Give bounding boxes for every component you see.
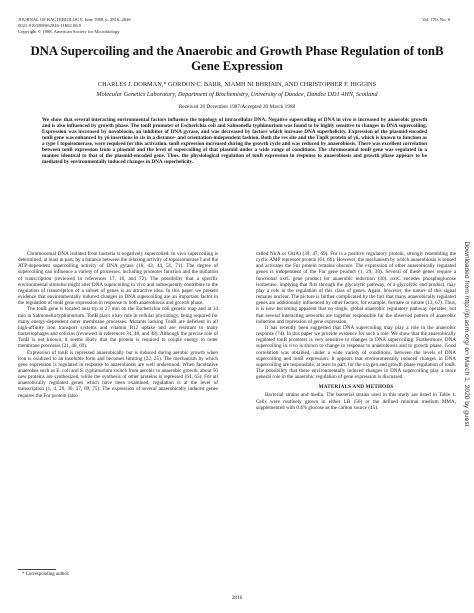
body-column-right: [256, 251, 456, 411]
volume-issue: Vol. 170, No. 6: [422, 17, 450, 22]
download-watermark-text: Downloaded from http://jb.asm.org/ on March 1, 2020 by guest: [463, 241, 470, 427]
journal-citation-line: JOURNAL OF BACTERIOLOGY, June 1988, p. 2816–2826: [18, 17, 131, 22]
running-header-left: [18, 17, 278, 35]
body-paragraph: Chromosomal DNA isolated from bacteria is negatively supercoiled. In vivo supercoiling is determined, at least in part, by a balance between the relaxing activity of topoisomerase I and the ATP-dependent supercoiling activity of DNA gyrase (16, 43, 44, 51, 71). The degree of supercoiling can influence a variety of processes, including promoter function and the initiation of transcription (reviewed in references 17, 18, and 72). The possibility that a specific environmental stimulus might alter DNA supercoiling in vivo and subsequently contribute to the regulation of transcription of a subset of genes is an attractive idea. In this paper we present evidence that environmentally induced changes in DNA supercoiling are an important factor in the regulation of tonB gene expression in response to both anaerobiosis and growth phase.: [18, 251, 218, 307]
issn-line: 0021-9193/88/062816-11$02.00/0: [18, 23, 81, 28]
page-number: 2816: [231, 595, 243, 601]
body-paragraph: called NirA or OsrA) (39, 47, 69). Fnr is a positive regulatory protein, strongly resembling the cyclic AMP repressor protein (61, 66). However, the mechanism by which anaerobiosis is sensed and activates the Fnr protein remains obscure. The expression of other anaerobically regulated genes is independent of the Fnr gene product (1, 29, 30). Several of these genes require a functional oxrC gene product for anaerobic induction (30). oxrC encodes phosphoglucose isomerase, implying that flux through the glycolytic pathway, or a glycolytic end product, may play a role in the regulation of this class of genes. Again, however, the nature of this signal remains unclear. The picture is further complicated by the fact that many anaerobically regulated genes are additionally influenced by other factors, for example, formate or nitrate (13, 67). Thus, it is now becoming apparent that no single, global anaerobic regulatory pathway operates, but that several interacting networks are together responsible for the observed pattern of anaerobic induction and repression of gene expression.: [256, 251, 456, 325]
body-column-left: [18, 251, 218, 399]
abstract: We show that several interacting environmental factors influence the topology of intracellular DNA. Negative supercoiling of DNA in vivo is increased by anaerobic growth and is also influenced by growth phase. The tonB promoter of Escherichia coli and Salmonella typhimurium was found to be highly sensitive to changes in DNA supercoiling. Expression was increased by novobiocin, an inhibitor of DNA gyrase, and was decreased by factors which increase DNA superhelicity. Expression of the plasmid-encoded tonB gene was enhanced by γδ insertions in cis in a distance- and orientation-independent fashion. Both the res site and the TnpR protein of γδ, which is known to function as a type I topoisomerase, were required for this activation. tonB expression increased during the growth cycle and was reduced by anaerobiosis. There was excellent correlation between tonB expression from a plasmid and the level of supercoiling of that plasmid under a wide range of conditions. The chromosomal tonB gene was regulated in a manner identical to that of the plasmid-encoded gene. Thus, the physiological regulation of tonB expression in response to anaerobiosis and growth phase appears to be mediated by environmentally induced changes in DNA superhelicity.: [42, 117, 427, 166]
received-dates: Received 28 December 1987/Accepted 20 March 1988: [178, 104, 296, 110]
body-paragraph: Bacterial strains and media. The bacterial strains used in this study are listed in Table 1. Cells were routinely grown in either LB (56) or the defined minimal medium MMA, supplemented with 0.4% glucose as the carbon source (45).: [256, 392, 456, 411]
article-title: DNA Supercoiling and the Anaerobic and Growth Phase Regulation of tonB Gene Expression: [30, 44, 444, 73]
body-paragraph: It has recently been suggested that DNA supercoiling may play a role in the anaerobic response (74). In this paper we provide evidence for such a role. We show that the anaerobically regulated tonB promoter is very sensitive to changes in DNA supercoiling. Furthermore, DNA supercoiling in vivo is shown to change in response to anaerobiosis and to growth phase. Good correlation was obtained, under a wide variety of conditions, between the levels of DNA supercoiling and tonB expression. It appears that environmentally induced changes in DNA supercoiling are responsible, at least in part, for the oxygen and growth phase regulation of tonB. The possibility that these environmentally induced changes in DNA supercoiling play a more general role in the anaerobic regulation of gene expression is discussed.: [256, 324, 456, 381]
footnote-divider: [18, 569, 56, 570]
body-paragraph: Expression of tonB is repressed anaerobically but is induced during aerobic growth when iron is oxidized to an insoluble form and becomes limiting (22, 25). The mechanism by which gene expression is regulated in response to anaerobiosis are well understood. When facultative anaerobes such as E. coli and S. typhimurium switch from aerobic to anaerobic growth, about 50 new proteins are synthesized, while the synthesis of other proteins is repressed (64, 65). For all anaerobically regulated genes which have been examined, regulation is at the level of transcription (1, 4, 29, 30, 37, 69, 75). The expression of several anaerobically induced genes requires the Fnr protein (also: [18, 349, 218, 399]
copyright-line: Copyright © 1988, American Society for Microbiology: [18, 29, 120, 34]
affiliation: Molecular Genetics Laboratory, Department of Biochemistry, University of Dundee, Dundee DD1 4HN, Scotland: [96, 91, 378, 98]
body-paragraph: The tonB gene is located near trp at 27 min on the Escherichia coli genetic map and at 34 min in Salmonella typhimurium. TonB plays a key role in cellular physiology, being required for many energy-dependent outer membrane processes. Mutants lacking TonB are deficient in all high-affinity iron transport systems and vitamin B12 uptake and are resistant to many bacteriophages and colicins (reviewed in references 34, 46, and 48). Although the precise role of TonB is not known, it seems likely that the protein is required to couple energy to outer membrane processes (21, 48, 69).: [18, 306, 218, 350]
footnote: * Corresponding author.: [22, 572, 70, 577]
section-heading: MATERIALS AND METHODS: [318, 384, 394, 391]
author-list: CHARLES J. DORMAN,* GORDON C. BARR, NIAMH NI BHRIAIN, AND CHRISTOPHER F. HIGGINS: [97, 81, 377, 88]
